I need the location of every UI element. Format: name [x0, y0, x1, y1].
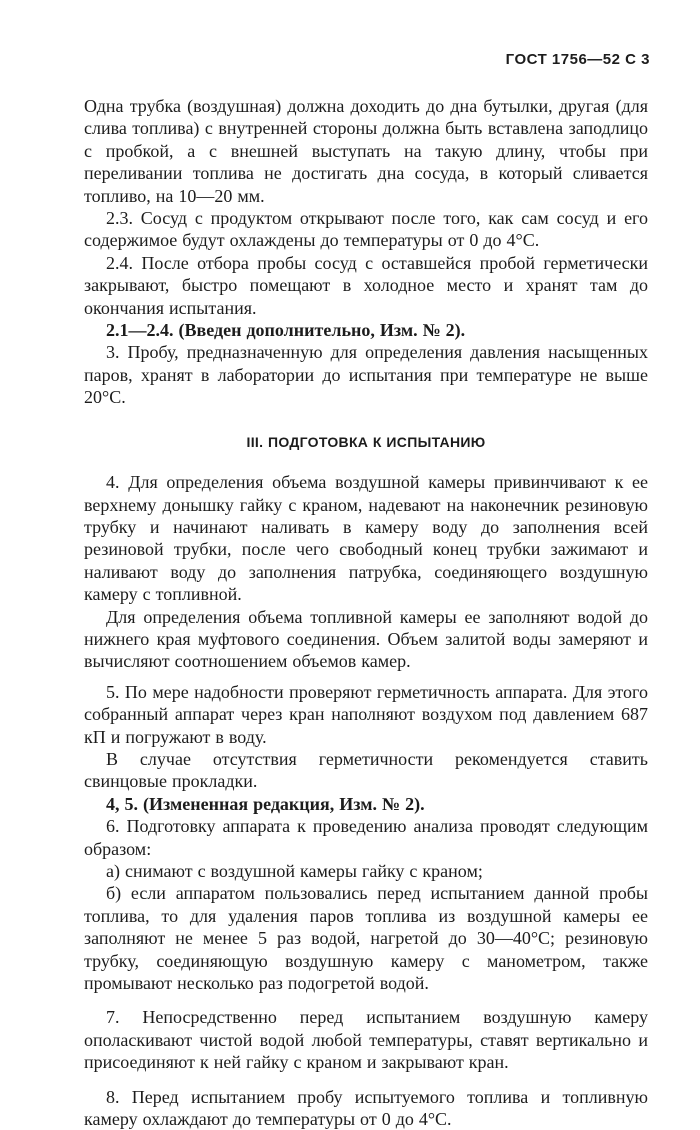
running-head: ГОСТ 1756—52 С 3 [505, 51, 650, 68]
paragraph-6: 6. Подготовку аппарата к проведению анализа проводят следующим образом: [84, 816, 648, 859]
paragraph-intro: Одна трубка (воздушная) должна доходить до дна бутылки, другая (для слива топлива) с внутренней стороны должна быть вставлена заподлицо с пробкой, а с внешней выступать на такую длину, чтобы при переливании топлива не достигать дна сосуда, в который сливается топливо, на 10—20 мм. [84, 96, 648, 206]
paragraph-8: 8. Перед испытанием пробу испытуемого топлива и топливную камеру охлаждают до температуры от 0 до 4°С. [84, 1086, 648, 1130]
section-heading: III. ПОДГОТОВКА К ИСПЫТАНИЮ [246, 433, 486, 450]
paragraph-6-b: б) если аппаратом пользовались перед испытанием данной пробы топлива, то для удаления паров топлива из воздушной камеры ее заполняют не менее 5 раз водой, нагретой до 30—40°С; резиновую трубку, соединяющую воздушную камеру с манометром, также промывают несколько раз подогретой водой. [84, 883, 648, 994]
paragraph-6-a: а) снимают с воздушной камеры гайку с краном; [106, 861, 483, 881]
paragraph-5: 5. По мере надобности проверяют герметичность аппарата. Для этого собранный аппарат через кран наполняют воздухом под давлением 687 кП и погружают в воду. [84, 681, 648, 747]
paragraph-4: 4. Для определения объема воздушной камеры привинчивают к ее верхнему донышку гайку с краном, надевают на наконечник резиновую трубку и начинают наливать в камеру воду до заполнения всей резиновой трубки, после чего свободный конец трубки зажимают и наливают воду до заполнения патрубка, соединяющего воздушную камеру с топливной. [84, 472, 648, 605]
paragraph-7: 7. Непосредственно перед испытанием воздушную камеру ополаскивают чистой водой любой температуры, ставят вертикально и присоединяют к ней гайку с краном и закрывают кран. [84, 1007, 648, 1073]
paragraph-2-4: 2.4. После отбора пробы сосуд с оставшейся пробой герметически закрывают, быстро помещают в холодное место и хранят там до окончания испытания. [84, 252, 648, 318]
paragraph-5-leak: В случае отсутствия герметичности рекомендуется ставить свинцовые прокладки. [84, 748, 648, 792]
amendment-note-2-1-2-4: 2.1—2.4. (Введен дополнительно, Изм. № 2). [106, 320, 466, 341]
document-body [84, 95, 648, 1130]
paragraph-4-fuel-chamber: Для определения объема топливной камеры ее заполняют водой до нижнего края муфтового соединения. Объем залитой воды замеряют и вычисляют соотношением объемов камер. [84, 606, 648, 672]
amendment-note-4-5: 4, 5. (Измененная редакция, Изм. № 2). [106, 793, 425, 814]
paragraph-3: 3. Пробу, предназначенную для определения давления насыщенных паров, хранят в лаборатории до испытания при температуре не выше 20°С. [84, 342, 648, 408]
paragraph-2-3: 2.3. Сосуд с продуктом открывают после того, как сам сосуд и его содержимое будут охлаждены до температуры от 0 до 4°С. [84, 208, 648, 251]
